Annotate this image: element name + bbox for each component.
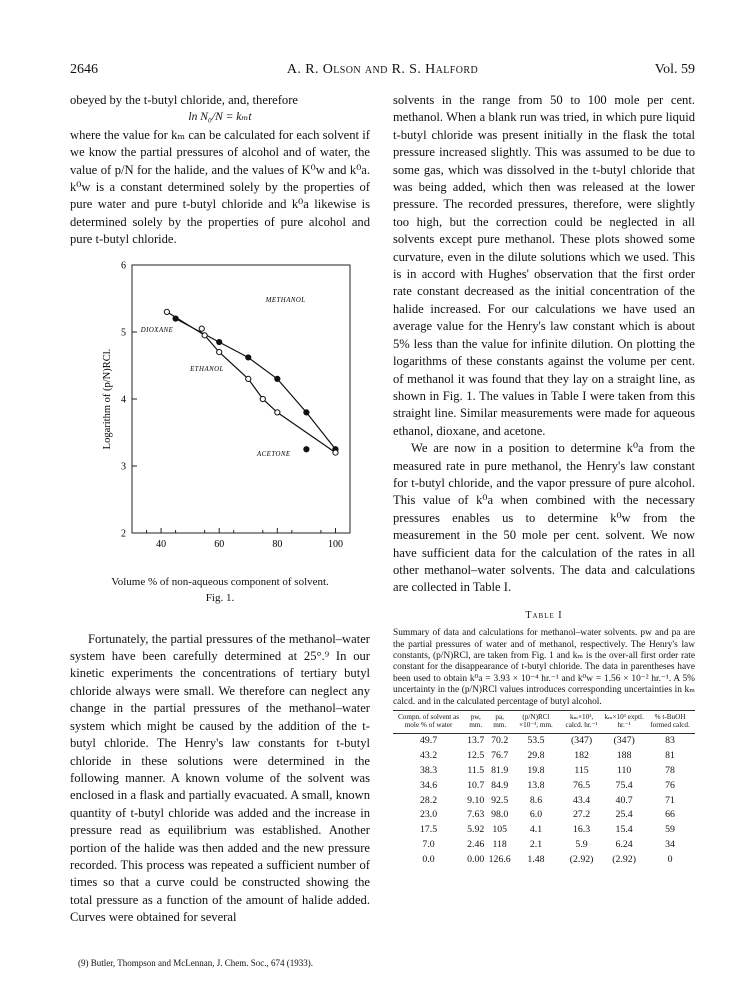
table-cell: 118: [492, 838, 507, 850]
table-cell: 25.4: [615, 809, 633, 821]
table-title: Table I: [525, 609, 563, 621]
table-cell: 12.5: [467, 750, 485, 762]
column-header: pa, mm.: [487, 711, 512, 734]
figure-1: [70, 253, 370, 625]
table-cell: 92.5: [491, 794, 509, 806]
table-cell: 105: [492, 824, 508, 836]
data-point-ethanol: [246, 376, 251, 381]
table-cell: 115: [574, 765, 589, 776]
y-tick-label: 5: [121, 327, 126, 339]
table-row: [393, 763, 695, 778]
y-axis-label: Logarithm of (p/N)RCl.: [102, 348, 113, 449]
data-point-ethanol: [275, 409, 280, 414]
x-tick-label: 40: [156, 538, 167, 550]
data-point-acetone: [304, 446, 309, 451]
table-cell: 5.9: [575, 838, 588, 850]
table-cell: (2.92): [569, 853, 594, 865]
data-point-ethanol: [333, 450, 338, 455]
table-cell: 110: [616, 765, 632, 776]
table-body: [393, 733, 695, 867]
right-column: [393, 92, 695, 867]
table-row: [393, 823, 695, 838]
data-point-ethanol: [217, 349, 222, 354]
footnote: (9) Butler, Thompson and McLennan, J. Chem. Soc., 674 (1933).: [78, 958, 313, 968]
table-cell: 2.1: [529, 838, 543, 850]
table-cell: 2.46: [467, 838, 485, 850]
page-number: 2646: [70, 62, 98, 77]
series-label-ethanol: ETHANOL: [190, 365, 224, 373]
table-cell: 34: [665, 838, 675, 850]
table-cell: 34.6: [419, 779, 438, 791]
table-cell: 13.8: [527, 779, 545, 791]
table-cell: 0: [667, 853, 673, 865]
table-cell: 78: [665, 765, 675, 776]
column-header: kₘ×10³ exptl. hr.⁻¹: [603, 711, 645, 734]
table-row: [393, 837, 695, 852]
column-header: % t-BuOH formed calcd.: [645, 711, 695, 734]
table-cell: 81.9: [491, 765, 509, 776]
data-point-dioxane: [199, 326, 204, 331]
data-point-methanol: [217, 339, 222, 344]
table-cell: 5.92: [467, 824, 485, 836]
y-tick-label: 3: [121, 461, 126, 473]
series-label-methanol: METHANOL: [265, 296, 306, 304]
column-header: kₘ×10³, calcd. hr.⁻¹: [560, 711, 603, 734]
series-label-acetone: ACETONE: [256, 450, 291, 458]
table-cell: 4.1: [529, 824, 543, 836]
table-caption: Summary of data and calculations for methanol–water solvents. pw and pa are the partial pressures of water and of methanol, respectively. The Henry's law constants, (p/N)RCl, are taken from Fig. 1 and kₘ is the over-all first order rate constant for the disappearance of t-butyl chloride. The data in parentheses have been used to obtain k⁰a = 3.93 × 10⁻⁴ hr.⁻¹ and k⁰w = 1.56 × 10⁻² hr.⁻¹. A 5% uncertainty in the (p/N)RCl values introduces corresponding uncertainties in kₘ calcd. and in the calculated percentage of butyl alcohol.: [393, 628, 695, 707]
column-header: Compn. of solvent as mole % of water: [393, 711, 464, 734]
table-cell: 9.10: [467, 794, 485, 806]
table-cell: 7.0: [422, 838, 435, 850]
left-column: [70, 92, 370, 927]
data-table: [393, 710, 695, 867]
table-cell: 182: [574, 750, 589, 762]
table-cell: 83: [665, 735, 675, 747]
data-point-ethanol: [202, 332, 207, 337]
table-cell: 17.5: [419, 824, 438, 836]
series-label-dioxane: DIOXANE: [140, 326, 174, 334]
paragraph: We are now in a position to determine k⁰a from the measured rate in pure methanol, the Henry's law constant for t-butyl chloride, and the vapor pressure of pure alcohol. This value of k⁰a when combined with the necessary pressures enables us to determine k⁰w from the measurement in the 50 mole per cent. solvent. We now have sufficient data for the calculation of the rates in all other methanol–water solvents. The data and calculations are collected in Table I.: [393, 441, 695, 595]
y-tick-label: 6: [121, 260, 126, 272]
table-row: [393, 808, 695, 823]
table-cell: 8.6: [529, 794, 543, 806]
column-header: pw, mm.: [464, 711, 487, 734]
running-title: A. R. Olson and R. S. Halford: [286, 62, 479, 77]
table-cell: 66: [665, 809, 675, 821]
table-cell: 70.2: [491, 735, 509, 747]
x-tick-label: 80: [272, 538, 283, 550]
table-cell: 27.2: [572, 809, 591, 821]
table-cell: 28.2: [419, 794, 438, 806]
data-point-ethanol: [164, 309, 169, 314]
column-header: (p/N)RCl ×10⁻³, mm.: [512, 711, 560, 734]
table-cell: 126.6: [488, 853, 511, 865]
paragraph: solvents in the range from 50 to 100 mole per cent. methanol. When a blank run was tried, in which pure liquid t-butyl chloride was present initially in the flask the total pressure increased slightly. This was assumed to be due to some gas, which was dissolved in the t-butyl chloride that was being added, which then was released at the lower pressure. The recorded pressures, therefore, were slightly too high, but the correction could be neglected in all solvents except pure methanol. These plots showed some curvature, even in the dilute solutions which we used. This is in accord with Hughes' observation that the first order rate constant decreased as the initial concentration of the halide increased. For our calculations we have used an average value for the Henry's law constant which is about 5% less than the value for infinite dilution. On plotting the logarithms of these constants against the volume per cent. of methanol it was found that they lay on a straight line, as shown in Fig. 1. The values in Table I were taken from this straight line. Similar measurements were made for aqueous ethanol, dioxane, and acetone.: [393, 93, 695, 438]
table-cell: 1.48: [527, 853, 545, 865]
table-cell: 43.4: [572, 794, 591, 806]
x-tick-label: 100: [327, 538, 343, 550]
table-cell: 43.2: [419, 750, 438, 762]
series-line-methanol: [176, 318, 336, 449]
table-cell: 71: [665, 794, 675, 806]
table-cell: 75.4: [615, 779, 633, 791]
table-cell: 6.0: [529, 809, 543, 821]
equation: ln N₀/N = kₘt: [188, 111, 252, 124]
paragraph: where the value for kₘ can be calculated for each solvent if we know the partial pressures of alcohol and of water, the value of p/N for the halide, and the values of K⁰w and k⁰a. k⁰w is a constant determined solely by the properties of pure water and pure t-butyl chloride and k⁰a likewise is determined solely by the properties of pure alcohol and pure t-butyl chloride.: [70, 127, 370, 247]
table-cell: 49.7: [419, 735, 438, 747]
table-cell: 7.63: [467, 809, 485, 821]
volume-label: Vol. 59: [654, 62, 695, 77]
table-cell: 98.0: [491, 809, 509, 821]
table-cell: 19.8: [527, 765, 545, 776]
table-cell: 11.5: [467, 765, 485, 776]
table-row: [393, 733, 695, 748]
table-cell: 15.4: [615, 824, 633, 836]
table-cell: 81: [665, 750, 675, 762]
table-cell: 84.9: [491, 779, 509, 791]
data-point-methanol: [275, 376, 280, 381]
table-cell: 40.7: [615, 794, 633, 806]
table-cell: 76.5: [572, 779, 591, 791]
data-point-ethanol: [260, 396, 265, 401]
paragraph: obeyed by the t-butyl chloride, and, therefore: [70, 93, 299, 107]
table-row: [393, 793, 695, 808]
data-point-methanol: [304, 409, 309, 414]
table-row: [393, 749, 695, 764]
table-cell: 53.5: [527, 735, 545, 747]
data-point-methanol: [246, 355, 251, 360]
table-cell: 188: [616, 750, 632, 762]
table-cell: (347): [570, 735, 593, 747]
table-cell: 76.7: [491, 750, 509, 762]
y-tick-label: 2: [121, 528, 126, 540]
x-axis-label: Volume % of non-aqueous component of solvent.: [111, 575, 329, 588]
table-cell: 23.0: [419, 809, 438, 821]
x-tick-label: 60: [214, 538, 225, 550]
table-cell: 29.8: [527, 750, 545, 762]
table-cell: 13.7: [467, 735, 485, 747]
chart: [70, 253, 370, 573]
table-cell: 6.24: [615, 838, 633, 850]
table-row: [393, 778, 695, 793]
table-cell: 16.3: [572, 824, 591, 836]
table-row: [393, 852, 695, 867]
table-cell: 10.7: [467, 779, 485, 791]
table-cell: 0.0: [422, 853, 435, 865]
y-tick-label: 4: [121, 394, 126, 406]
series-line-ethanol: [167, 312, 336, 453]
table-cell: (347): [613, 735, 635, 747]
paragraph: Fortunately, the partial pressures of the methanol–water system have been carefully determined at 25°.⁹ In our kinetic experiments the concentrations of tertiary butyl chloride always were small. We therefore can neglect any change in the partial pressures of the methanol–water system which might be caused by the addition of the t-butyl chloride. The Henry's law constants for t-butyl chloride in these solutions were determined in the following manner. A known volume of the solvent was enclosed in a flask and partially evacuated. A small, known quantity of t-butyl chloride was added and the increase in pressure read as equilibrium was established. Another portion of the halide was then added and the new pressure recorded. This process was repeated a sufficient number of times so that a curve could be constructed showing the total pressure as a function of the amount of halide added. Curves were obtained for several: [70, 631, 370, 925]
plot-frame: [132, 265, 350, 533]
running-header: [70, 62, 695, 82]
table-cell: 0.00: [467, 853, 485, 865]
table-header-row: [393, 711, 695, 734]
table-cell: 59: [665, 824, 675, 836]
table-cell: 38.3: [419, 765, 438, 776]
figure-caption: Fig. 1.: [205, 591, 235, 604]
table-cell: (2.92): [612, 853, 636, 865]
table-cell: 76: [665, 779, 675, 791]
